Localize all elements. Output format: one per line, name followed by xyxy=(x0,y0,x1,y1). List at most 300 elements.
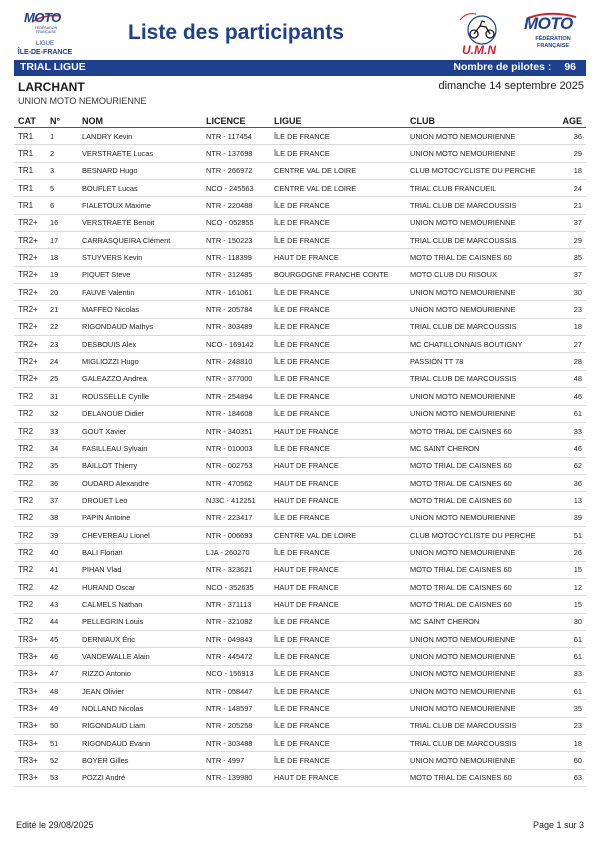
table-row xyxy=(14,388,586,405)
table-row xyxy=(14,145,586,162)
cell-name: CARRASQUEIRA Clément xyxy=(78,232,202,249)
cell-age: 61 xyxy=(556,405,586,422)
cell-name: ROUSSELLE Cyrille xyxy=(78,388,202,405)
table-row xyxy=(14,717,586,734)
table-row xyxy=(14,336,586,353)
event-name: LARCHANT xyxy=(18,80,85,94)
cell-cat: TR1 xyxy=(14,197,46,214)
cell-ligue: ÎLE DE FRANCE xyxy=(270,284,406,301)
cell-ligue: HAUT DE FRANCE xyxy=(270,492,406,509)
cell-ligue: ÎLE DE FRANCE xyxy=(270,648,406,665)
cell-name: PELLEGRIN Louis xyxy=(78,613,202,630)
cell-cat: TR2 xyxy=(14,474,46,491)
cell-ligue: HAUT DE FRANCE xyxy=(270,422,406,439)
table-row xyxy=(14,318,586,335)
cell-cat: TR2+ xyxy=(14,370,46,387)
cell-name: CALMELS Nathan xyxy=(78,596,202,613)
cell-number: 2 xyxy=(46,145,78,162)
table-header-row xyxy=(14,114,586,128)
cell-club: MOTO TRIAL DE CAISNES 60 xyxy=(406,561,556,578)
cell-ligue: ÎLE DE FRANCE xyxy=(270,509,406,526)
cell-club: UNION MOTO NEMOURIENNE xyxy=(406,544,556,561)
table-row xyxy=(14,474,586,491)
cell-licence: NTR - 340351 xyxy=(202,422,270,439)
cell-age: 36 xyxy=(556,474,586,491)
table-row xyxy=(14,526,586,543)
cell-age: 30 xyxy=(556,284,586,301)
table-row xyxy=(14,162,586,179)
table-row xyxy=(14,180,586,197)
cell-club: TRIAL CLUB DE MARCOUSSIS xyxy=(406,318,556,335)
cell-name: PIQUET Steve xyxy=(78,266,202,283)
cell-name: FIALETOUX Maxime xyxy=(78,197,202,214)
cell-name: BESNARD Hugo xyxy=(78,162,202,179)
table-row xyxy=(14,440,586,457)
cell-ligue: ÎLE DE FRANCE xyxy=(270,214,406,231)
cell-name: LANDRY Kevin xyxy=(78,128,202,145)
cell-age: 27 xyxy=(556,336,586,353)
cell-number: 44 xyxy=(46,613,78,630)
cell-licence: NTR - 312485 xyxy=(202,266,270,283)
table-row xyxy=(14,492,586,509)
cell-licence: NTR - 161061 xyxy=(202,284,270,301)
cell-club: UNION MOTO NEMOURIENNE xyxy=(406,630,556,647)
category-band xyxy=(14,60,586,76)
cell-number: 24 xyxy=(46,353,78,370)
cell-ligue: HAUT DE FRANCE xyxy=(270,561,406,578)
cell-ligue: ÎLE DE FRANCE xyxy=(270,683,406,700)
cell-name: GALEAZZO Andrea xyxy=(78,370,202,387)
cell-age: 60 xyxy=(556,752,586,769)
cell-name: VERSTRAETE Benoit xyxy=(78,214,202,231)
cell-cat: TR3+ xyxy=(14,648,46,665)
participants-table xyxy=(14,114,586,787)
cell-number: 50 xyxy=(46,717,78,734)
table-row xyxy=(14,249,586,266)
cell-cat: TR2+ xyxy=(14,318,46,335)
cell-licence: NTR - 148597 xyxy=(202,700,270,717)
table-row xyxy=(14,214,586,231)
cell-name: RIGONDAUD Evann xyxy=(78,735,202,752)
cell-name: HURAND Oscar xyxy=(78,578,202,595)
cell-number: 40 xyxy=(46,544,78,561)
ffm-logo-subtitle xyxy=(524,36,582,49)
cell-cat: TR1 xyxy=(14,128,46,145)
cell-cat: TR2+ xyxy=(14,214,46,231)
cell-licence: NCO - 052855 xyxy=(202,214,270,231)
cell-cat: TR3+ xyxy=(14,683,46,700)
cell-ligue: CENTRE VAL DE LOIRE xyxy=(270,180,406,197)
cell-number: 6 xyxy=(46,197,78,214)
cell-age: 33 xyxy=(556,422,586,439)
table-row xyxy=(14,353,586,370)
cell-number: 17 xyxy=(46,232,78,249)
cell-number: 45 xyxy=(46,630,78,647)
cell-club: CLUB MOTOCYCLISTE DU PERCHE xyxy=(406,162,556,179)
cell-ligue: HAUT DE FRANCE xyxy=(270,457,406,474)
cell-name: VANDEWALLE Alain xyxy=(78,648,202,665)
ffm-logo xyxy=(520,12,582,58)
col-number: N° xyxy=(46,114,78,128)
table-row xyxy=(14,266,586,283)
ffm-logo-line2: FRANÇAISE xyxy=(536,42,570,49)
cell-number: 42 xyxy=(46,578,78,595)
cell-club: TRIAL CLUB FRANCUEIL xyxy=(406,180,556,197)
cell-cat: TR2+ xyxy=(14,301,46,318)
cell-age: 46 xyxy=(556,440,586,457)
table-row xyxy=(14,613,586,630)
table-row xyxy=(14,752,586,769)
pilots-label: Nombre de pilotes : xyxy=(453,61,552,73)
cell-age: 28 xyxy=(556,353,586,370)
cell-cat: TR2 xyxy=(14,509,46,526)
cell-cat: TR2+ xyxy=(14,249,46,266)
cell-name: BOUFLET Lucas xyxy=(78,180,202,197)
table-row xyxy=(14,457,586,474)
page-number: Page 1 sur 3 xyxy=(532,820,584,830)
cell-cat: TR1 xyxy=(14,180,46,197)
cell-cat: TR2 xyxy=(14,388,46,405)
cell-age: 18 xyxy=(556,162,586,179)
cell-age: 46 xyxy=(556,388,586,405)
cell-number: 3 xyxy=(46,162,78,179)
cell-ligue: HAUT DE FRANCE xyxy=(270,474,406,491)
cell-age: 18 xyxy=(556,735,586,752)
table-row xyxy=(14,735,586,752)
col-age: AGE xyxy=(556,114,586,128)
cell-name: RIGONDAUD Liam xyxy=(78,717,202,734)
cell-age: 12 xyxy=(556,578,586,595)
umn-logo-text: U.M.N xyxy=(462,43,496,57)
cell-cat: TR3+ xyxy=(14,769,46,786)
cell-club: MC SAINT CHERON xyxy=(406,440,556,457)
cell-ligue: CENTRE VAL DE LOIRE xyxy=(270,526,406,543)
cell-club: MOTO TRIAL DE CAISNES 60 xyxy=(406,769,556,786)
table-row xyxy=(14,422,586,439)
table-row xyxy=(14,665,586,682)
cell-ligue: ÎLE DE FRANCE xyxy=(270,613,406,630)
cell-licence: NTR - 470562 xyxy=(202,474,270,491)
cell-name: DERNIAUX Éric xyxy=(78,630,202,647)
cell-number: 51 xyxy=(46,735,78,752)
cell-age: 24 xyxy=(556,180,586,197)
table-row xyxy=(14,405,586,422)
table-row xyxy=(14,561,586,578)
table-row xyxy=(14,769,586,786)
cell-cat: TR2+ xyxy=(14,336,46,353)
cell-club: UNION MOTO NEMOURIENNE xyxy=(406,683,556,700)
cell-cat: TR3+ xyxy=(14,665,46,682)
cell-age: 18 xyxy=(556,318,586,335)
cell-licence: NTR - 118399 xyxy=(202,249,270,266)
cell-licence: NTR - 371113 xyxy=(202,596,270,613)
cell-number: 33 xyxy=(46,422,78,439)
cell-age: 33 xyxy=(556,665,586,682)
cell-cat: TR1 xyxy=(14,145,46,162)
page-title: Liste des participants xyxy=(128,21,344,44)
cell-ligue: ÎLE DE FRANCE xyxy=(270,735,406,752)
cell-club: MOTO TRIAL DE CAISNES 60 xyxy=(406,578,556,595)
cell-number: 47 xyxy=(46,665,78,682)
cell-ligue: ÎLE DE FRANCE xyxy=(270,405,406,422)
cell-ligue: ÎLE DE FRANCE xyxy=(270,336,406,353)
cell-ligue: BOURGOGNE FRANCHE CONTE xyxy=(270,266,406,283)
cell-name: FAUVE Valentin xyxy=(78,284,202,301)
cell-cat: TR3+ xyxy=(14,700,46,717)
cell-ligue: ÎLE DE FRANCE xyxy=(270,353,406,370)
col-licence: LICENCE xyxy=(202,114,270,128)
cell-ligue: ÎLE DE FRANCE xyxy=(270,388,406,405)
cell-club: TRIAL CLUB DE MARCOUSSIS xyxy=(406,717,556,734)
cell-number: 22 xyxy=(46,318,78,335)
col-ligue: LIGUE xyxy=(270,114,406,128)
cell-number: 39 xyxy=(46,526,78,543)
cell-cat: TR2 xyxy=(14,440,46,457)
cell-club: TRIAL CLUB DE MARCOUSSIS xyxy=(406,197,556,214)
cell-age: 30 xyxy=(556,613,586,630)
event-organizer: UNION MOTO NEMOURIENNE xyxy=(18,96,147,106)
table-row xyxy=(14,509,586,526)
cell-licence: NTR - 002753 xyxy=(202,457,270,474)
cell-number: 19 xyxy=(46,266,78,283)
cell-age: 15 xyxy=(556,596,586,613)
table-row xyxy=(14,596,586,613)
cell-number: 49 xyxy=(46,700,78,717)
cell-club: UNION MOTO NEMOURIENNE xyxy=(406,301,556,318)
cell-cat: TR2+ xyxy=(14,353,46,370)
cell-club: UNION MOTO NEMOURIENNE xyxy=(406,284,556,301)
cell-name: POZZI André xyxy=(78,769,202,786)
cell-licence: NTR - 266972 xyxy=(202,162,270,179)
cell-club: MOTO TRIAL DE CAISNES 60 xyxy=(406,457,556,474)
cell-ligue: ÎLE DE FRANCE xyxy=(270,440,406,457)
cell-club: MOTO TRIAL DE CAISNES 60 xyxy=(406,492,556,509)
cell-age: 29 xyxy=(556,232,586,249)
cell-licence: NTR - 205784 xyxy=(202,301,270,318)
cell-age: 39 xyxy=(556,509,586,526)
cell-ligue: CENTRE VAL DE LOIRE xyxy=(270,162,406,179)
cell-cat: TR3+ xyxy=(14,630,46,647)
cell-number: 37 xyxy=(46,492,78,509)
cell-ligue: ÎLE DE FRANCE xyxy=(270,370,406,387)
cell-number: 35 xyxy=(46,457,78,474)
cell-licence: NTR - 205258 xyxy=(202,717,270,734)
cell-licence: NCO - 156913 xyxy=(202,665,270,682)
cell-ligue: ÎLE DE FRANCE xyxy=(270,544,406,561)
table-row xyxy=(14,630,586,647)
cell-licence: NTR - 137698 xyxy=(202,145,270,162)
cell-number: 52 xyxy=(46,752,78,769)
cell-age: 63 xyxy=(556,769,586,786)
cell-name: NOLLAND Nicolas xyxy=(78,700,202,717)
cell-licence: NJ3C - 412251 xyxy=(202,492,270,509)
cell-age: 26 xyxy=(556,544,586,561)
cell-age: 13 xyxy=(556,492,586,509)
cell-cat: TR2+ xyxy=(14,266,46,283)
cell-club: UNION MOTO NEMOURIENNE xyxy=(406,388,556,405)
cell-name: MIGLIOZZI Hugo xyxy=(78,353,202,370)
cell-number: 25 xyxy=(46,370,78,387)
cell-name: RIZZO Antonio xyxy=(78,665,202,682)
cell-name: FASILLEAU Sylvain xyxy=(78,440,202,457)
cell-ligue: ÎLE DE FRANCE xyxy=(270,700,406,717)
cell-number: 46 xyxy=(46,648,78,665)
cell-licence: NCO - 245563 xyxy=(202,180,270,197)
cell-club: MOTO TRIAL DE CAISNES 60 xyxy=(406,596,556,613)
cell-ligue: ÎLE DE FRANCE xyxy=(270,197,406,214)
cell-name: MAFFEO Nicolas xyxy=(78,301,202,318)
ffm-logo-brand: MOTO xyxy=(524,14,573,33)
event-date: dimanche 14 septembre 2025 xyxy=(438,80,584,92)
cell-club: MOTO TRIAL DE CAISNES 60 xyxy=(406,474,556,491)
table-row xyxy=(14,578,586,595)
cell-number: 31 xyxy=(46,388,78,405)
cell-age: 36 xyxy=(556,128,586,145)
cell-licence: NTR - 010003 xyxy=(202,440,270,457)
cell-cat: TR2 xyxy=(14,422,46,439)
col-club: CLUB xyxy=(406,114,556,128)
cell-cat: TR3+ xyxy=(14,735,46,752)
cell-cat: TR2 xyxy=(14,492,46,509)
cell-club: MC CHATILLONNAIS BOUTIGNY xyxy=(406,336,556,353)
table-row xyxy=(14,648,586,665)
cell-club: MOTO TRIAL DE CAISNES 60 xyxy=(406,422,556,439)
cell-cat: TR2 xyxy=(14,457,46,474)
cell-number: 20 xyxy=(46,284,78,301)
cell-club: TRIAL CLUB DE MARCOUSSIS xyxy=(406,232,556,249)
cell-cat: TR2 xyxy=(14,561,46,578)
cell-ligue: ÎLE DE FRANCE xyxy=(270,717,406,734)
cell-age: 62 xyxy=(556,457,586,474)
cell-number: 16 xyxy=(46,214,78,231)
cell-name: JEAN Olivier xyxy=(78,683,202,700)
cell-name: OUDARD Alexandre xyxy=(78,474,202,491)
cell-club: UNION MOTO NEMOURIENNE xyxy=(406,752,556,769)
cell-name: PAPIN Antoine xyxy=(78,509,202,526)
cell-ligue: ÎLE DE FRANCE xyxy=(270,318,406,335)
cell-licence: NTR - 058447 xyxy=(202,683,270,700)
cell-licence: NTR - 220488 xyxy=(202,197,270,214)
table-row xyxy=(14,683,586,700)
cell-cat: TR2 xyxy=(14,613,46,630)
cell-cat: TR2 xyxy=(14,526,46,543)
cell-name: CHEVEREAU Lionel xyxy=(78,526,202,543)
cell-licence: NTR - 184608 xyxy=(202,405,270,422)
cell-cat: TR3+ xyxy=(14,752,46,769)
cell-ligue: HAUT DE FRANCE xyxy=(270,596,406,613)
cell-age: 35 xyxy=(556,700,586,717)
cell-number: 32 xyxy=(46,405,78,422)
table-row xyxy=(14,301,586,318)
table-row xyxy=(14,370,586,387)
category-label: TRIAL LIGUE xyxy=(20,61,86,73)
umn-club-logo xyxy=(456,10,508,60)
table-row xyxy=(14,700,586,717)
cell-age: 61 xyxy=(556,630,586,647)
logo-left-ligue: LIGUE xyxy=(35,41,54,47)
cell-name: VERSTRAETE Lucas xyxy=(78,145,202,162)
cell-age: 35 xyxy=(556,249,586,266)
cell-age: 21 xyxy=(556,197,586,214)
cell-club: TRIAL CLUB DE MARCOUSSIS xyxy=(406,370,556,387)
cell-ligue: ÎLE DE FRANCE xyxy=(270,301,406,318)
cell-name: DESBOUIS Alex xyxy=(78,336,202,353)
cell-age: 51 xyxy=(556,526,586,543)
cell-name: GOUT Xavier xyxy=(78,422,202,439)
cell-ligue: ÎLE DE FRANCE xyxy=(270,630,406,647)
cell-licence: NTR - 321082 xyxy=(202,613,270,630)
cell-name: DROUET Leo xyxy=(78,492,202,509)
cell-age: 15 xyxy=(556,561,586,578)
cell-club: UNION MOTO NEMOURIENNE xyxy=(406,405,556,422)
cell-name: RIGONDAUD Mathys xyxy=(78,318,202,335)
cell-number: 41 xyxy=(46,561,78,578)
cell-club: UNION MOTO NEMOURIENNE xyxy=(406,128,556,145)
cell-licence: NTR - 049843 xyxy=(202,630,270,647)
cell-licence: NTR - 323621 xyxy=(202,561,270,578)
cell-number: 36 xyxy=(46,474,78,491)
cell-club: MOTO TRIAL DE CAISNES 60 xyxy=(406,249,556,266)
cell-club: UNION MOTO NEMOURIENNE xyxy=(406,145,556,162)
cell-licence: NTR - 223417 xyxy=(202,509,270,526)
cell-cat: TR3+ xyxy=(14,717,46,734)
cell-club: TRIAL CLUB DE MARCOUSSIS xyxy=(406,735,556,752)
col-cat: CAT xyxy=(14,114,46,128)
cell-name: PIHAN Vlad xyxy=(78,561,202,578)
cell-number: 38 xyxy=(46,509,78,526)
cell-licence: NTR - 303489 xyxy=(202,318,270,335)
cell-number: 48 xyxy=(46,683,78,700)
cell-age: 61 xyxy=(556,648,586,665)
logo-left-subtitle: FÉDÉRATION FRANÇAISE xyxy=(34,26,58,34)
cell-ligue: ÎLE DE FRANCE xyxy=(270,145,406,162)
cell-name: DELANOUE Didier xyxy=(78,405,202,422)
cell-ligue: ÎLE DE FRANCE xyxy=(270,752,406,769)
cell-cat: TR2 xyxy=(14,544,46,561)
cell-licence: NCO - 169142 xyxy=(202,336,270,353)
cell-club: PASSION TT 78 xyxy=(406,353,556,370)
cell-licence: NTR - 445472 xyxy=(202,648,270,665)
cell-name: BALI Florian xyxy=(78,544,202,561)
cell-licence: NCO - 352635 xyxy=(202,578,270,595)
cell-licence: NTR - 139980 xyxy=(202,769,270,786)
cell-name: STUYVERS Kevin xyxy=(78,249,202,266)
cell-licence: NTR - 303488 xyxy=(202,735,270,752)
cell-number: 43 xyxy=(46,596,78,613)
cell-age: 37 xyxy=(556,266,586,283)
cell-ligue: HAUT DE FRANCE xyxy=(270,769,406,786)
logo-left-brand: MOTO xyxy=(24,10,61,25)
cell-club: UNION MOTO NEMOURIENNE xyxy=(406,509,556,526)
cell-licence: NTR - 117454 xyxy=(202,128,270,145)
cell-ligue: ÎLE DE FRANCE xyxy=(270,665,406,682)
cell-cat: TR2+ xyxy=(14,232,46,249)
cell-ligue: HAUT DE FRANCE xyxy=(270,249,406,266)
cell-licence: NTR - 4997 xyxy=(202,752,270,769)
cell-club: CLUB MOTOCYCLISTE DU PERCHE xyxy=(406,526,556,543)
cell-cat: TR2 xyxy=(14,596,46,613)
cell-number: 5 xyxy=(46,180,78,197)
cell-age: 29 xyxy=(556,145,586,162)
cell-licence: NTR - 377000 xyxy=(202,370,270,387)
cell-number: 1 xyxy=(46,128,78,145)
cell-club: UNION MOTO NEMOURIENNE xyxy=(406,648,556,665)
table-row xyxy=(14,544,586,561)
cell-ligue: HAUT DE FRANCE xyxy=(270,578,406,595)
cell-name: BOYER Gilles xyxy=(78,752,202,769)
cell-club: UNION MOTO NEMOURIENNE xyxy=(406,665,556,682)
cell-age: 61 xyxy=(556,683,586,700)
